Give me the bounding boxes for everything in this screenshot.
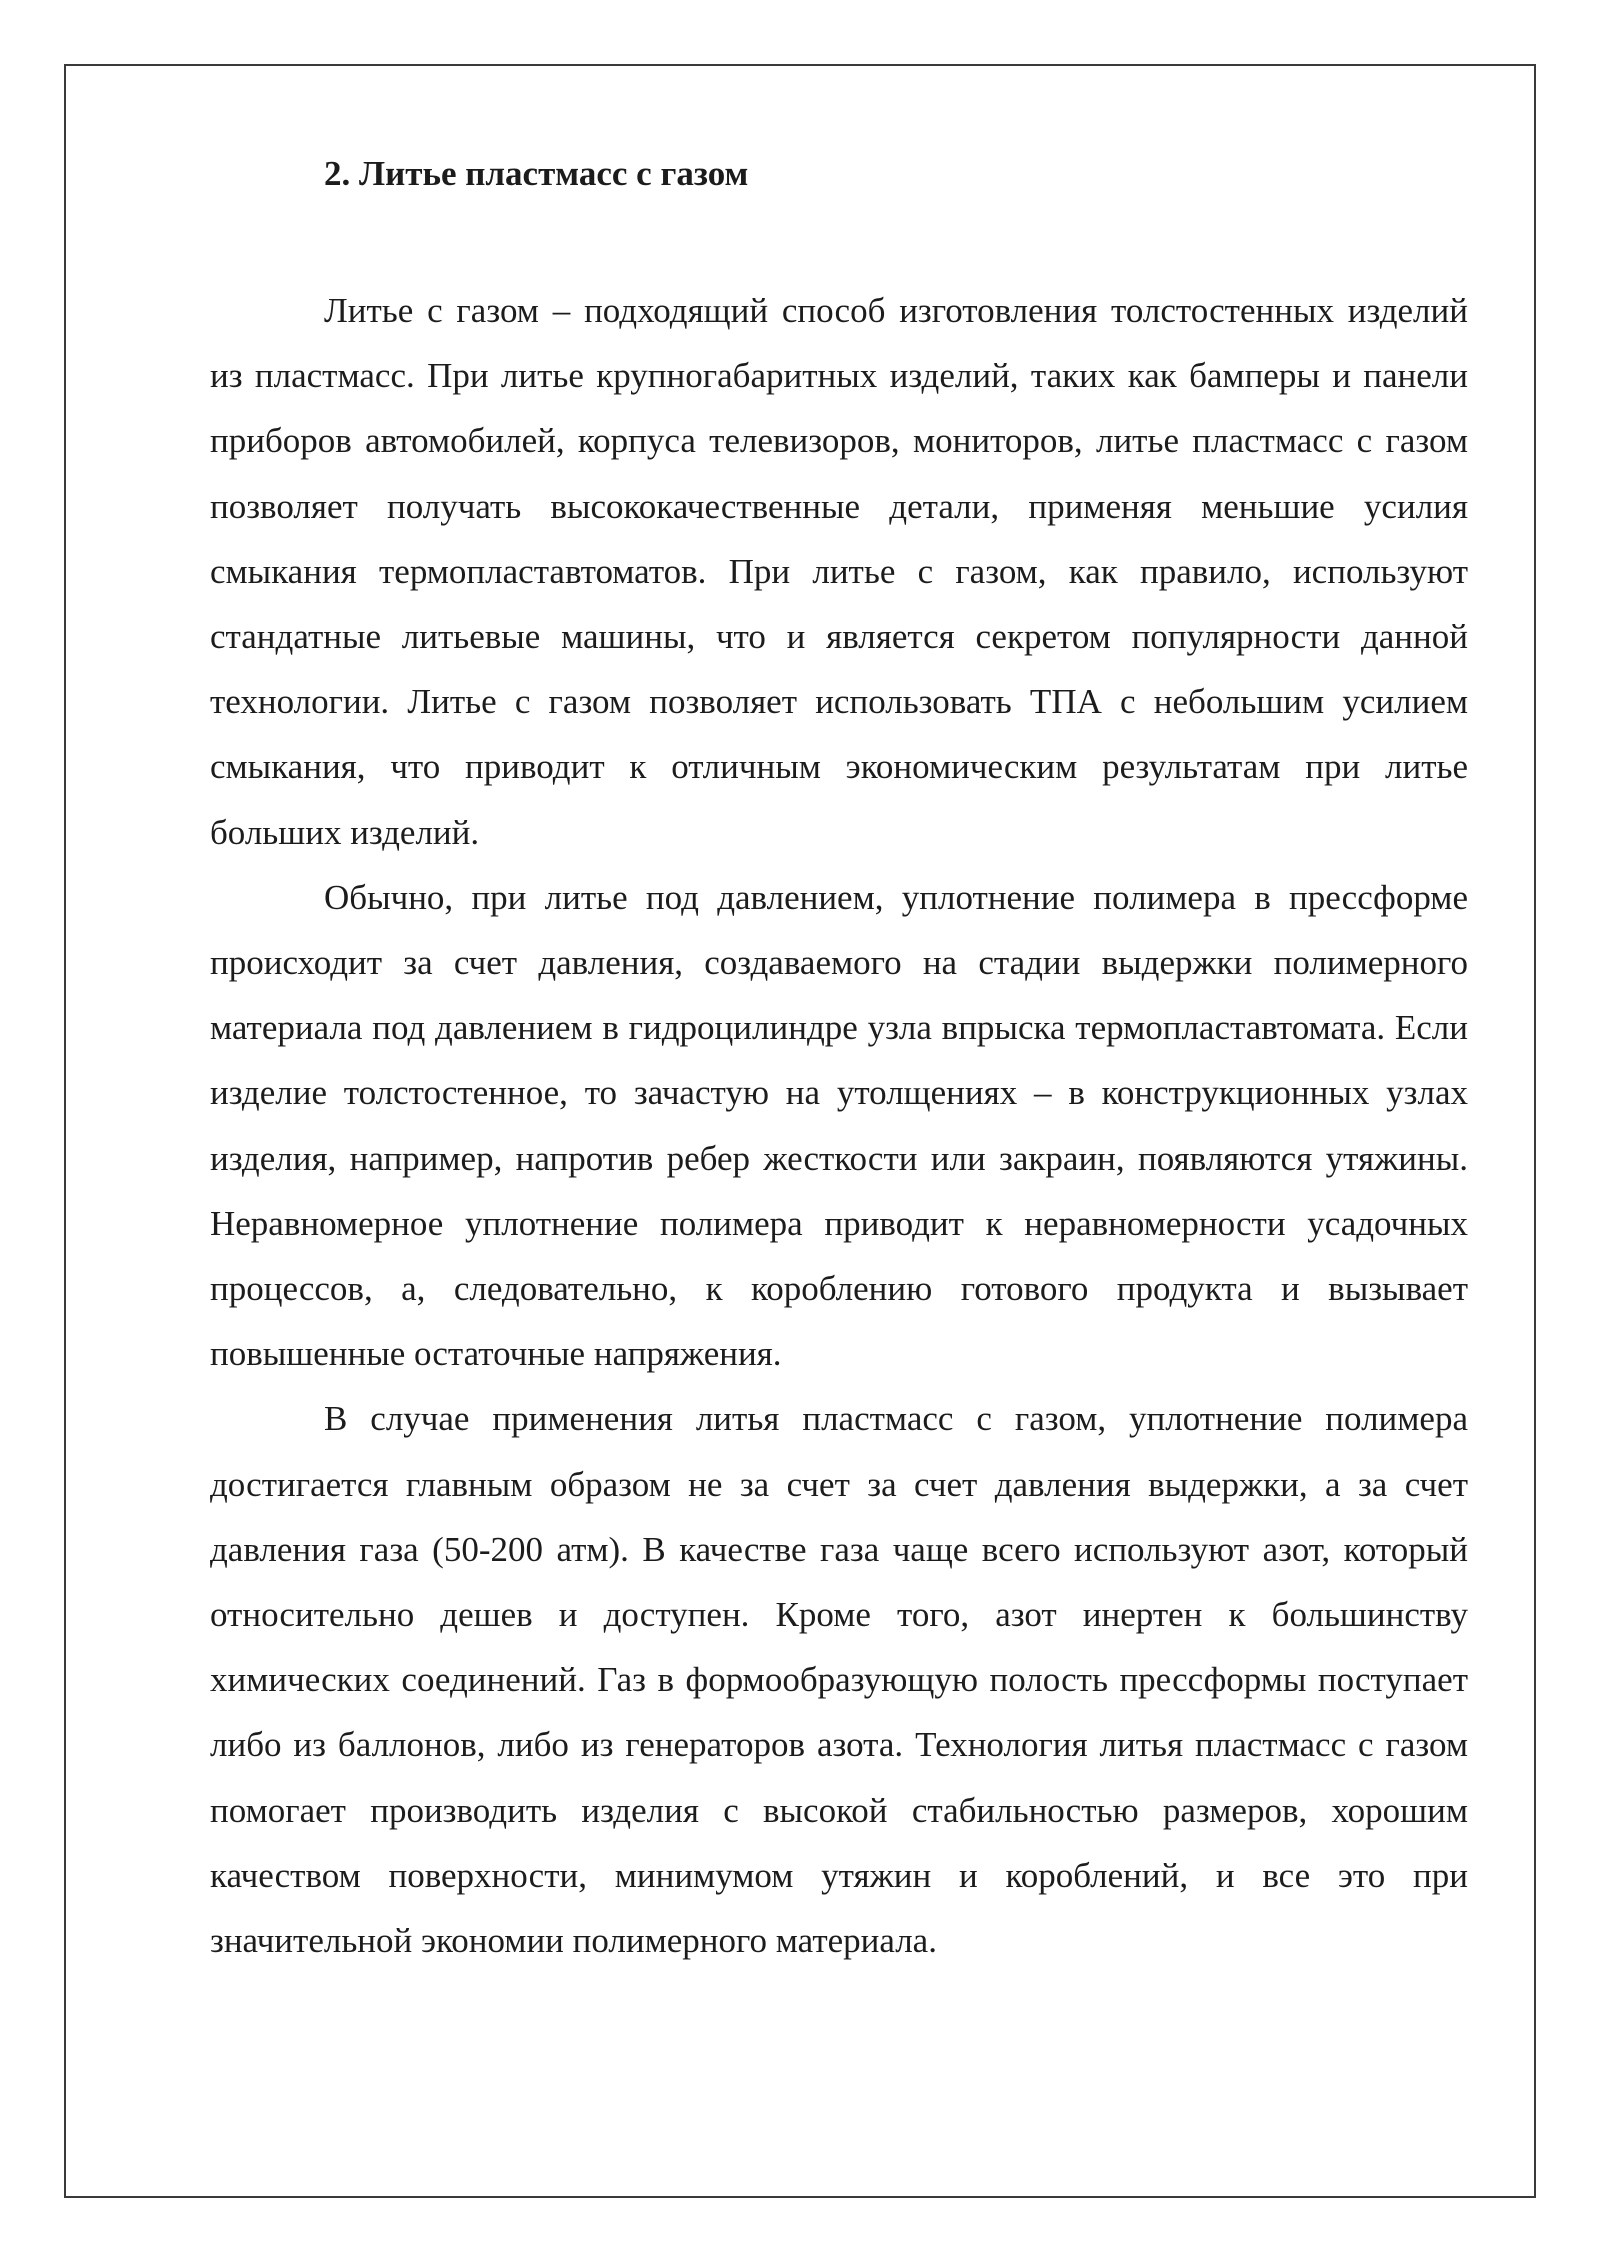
document-body [210,148,1468,1973]
section-heading: 2. Литье пластмасс с газом [324,154,749,193]
paragraph-gas-compaction: В случае применения литья пластмасс с газом, уплотнение полимера достигается главным образом не за счет за счет давления выдержки, а за счет давления газа (50-200 атм). В качестве газа чаще всего используют азот, который относительно дешев и доступен. Кроме того, азот инертен к большинству химических соединений. Газ в формообразующую полость прессформы поступает либо из баллонов, либо из генераторов азота. Технология литья пластмасс с газом помогает производить изделия с высокой стабильностью размеров, хорошим качеством поверхности, минимумом утяжин и короблений, и все это при значительной экономии полимерного материала. [210,1399,1468,1961]
paragraph-gas-molding-intro: Литье с газом – подходящий способ изготовления толстостенных изделий из пластмасс. При литье крупногабаритных изделий, таких как бамперы и панели приборов автомобилей, корпуса телевизоров, мониторов, литье пластмасс с газом позволяет получать высококачественные детали, применяя меньшие усилия смыкания термопластавтоматов. При литье с газом, как правило, используют стандатные литьевые машины, что и является секретом популярности данной технологии. Литье с газом позволяет использовать ТПА с небольшим усилием смыкания, что приводит к отличным экономическим результатам при литье больших изделий. [210,291,1468,852]
paragraph-conventional-molding: Обычно, при литье под давлением, уплотнение полимера в прессформе происходит за счет давления, создаваемого на стадии выдержки полимерного материала под давлением в гидроцилиндре узла впрыска термопластавтомата. Если изделие толстостенное, то зачастую на утолщениях – в конструкционных узлах изделия, например, напротив ребер жесткости или закраин, появляются утяжины. Неравномерное уплотнение полимера приводит к неравномерности усадочных процессов, а, следовательно, к короблению готового продукта и вызывает повышенные остаточные напряжения. [210,877,1468,1374]
